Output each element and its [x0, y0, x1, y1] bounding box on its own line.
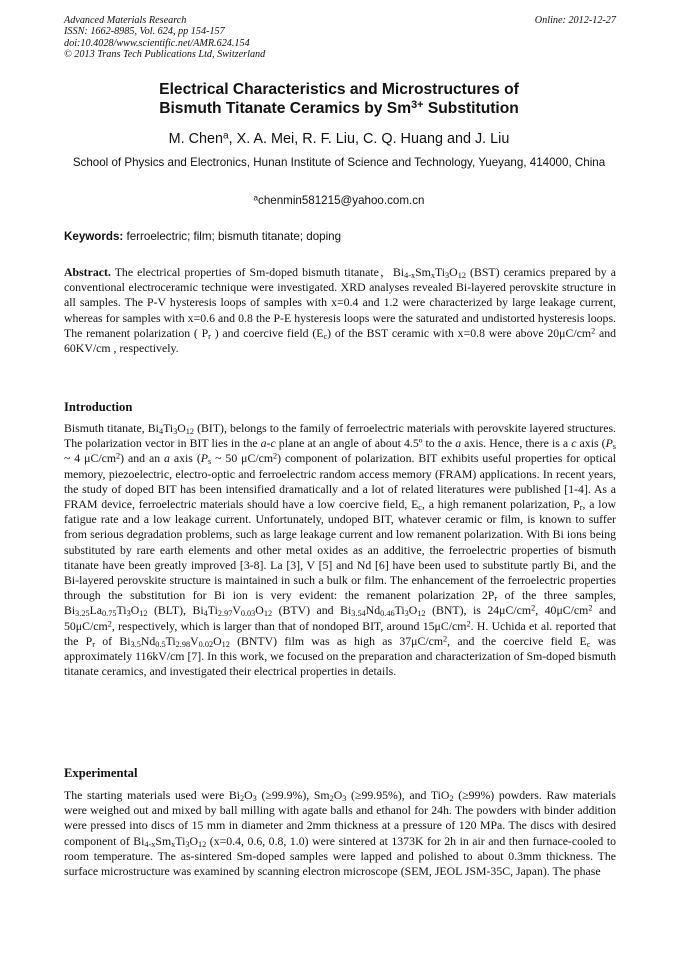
journal-header — [64, 15, 616, 61]
experimental-paragraph: The starting materials used were $Bi_2O_3$ (≥99.9%), $Sm_2O_3$ (≥99.95%), and TiO$_2$ (≥99%) powders. Raw materials were weighed out and mixed by ball milling with agate balls and ethanol for 24h. The powders with binder addition were pressed into discs of 15 mm in diameter and 2mm thickness at a pressure of 120 MPa. The discs with desired component of $Bi_{4-x}Sm_xTi_3O_{12}$ (x=0.4, 0.6, 0.8, 1.0) were sintered at 1373K for 2h in air and then furnace-cooled to room temperature. The as-sintered Sm-doped samples were lapped and polished to about 0.3mm thickness. The surface microstructure was examined by scanning electron microscope (SEM, JEOL JSM-35C, Japan). The phase — [64, 788, 617, 879]
author-rest: , X. A. Mei, R. F. Liu, C. Q. Huang and J. Liu — [228, 131, 510, 147]
author-email — [40, 193, 638, 208]
journal-doi: doi:10.4028/www.scientific.net/AMR.624.154 — [64, 37, 250, 49]
title-line-1: Electrical Characteristics and Microstructures of — [159, 81, 519, 98]
abstract-text: The electrical properties of Sm-doped bismuth titanate，$Bi_{4-x}Sm_xTi_3O_{12}$ (BST) ceramics prepared by a conventional electroceramic technique were investigated. XRD analyses revealed Bi-layered perovskite structure in all samples. The P-V hysteresis loops of samples with x=0.4 and 1.2 were characterized by large leakage current, whereas for samples with x=0.6 and 0.8 the P-E hysteresis loops were the saturated and undistorted hysteresis loops. The remanent polarization ( $P_r$ ) and coercive field $(E_c)$ of the BST ceramic with x=0.8 were above $20\mu C/cm^2$ and 60KV/cm , respectively. — [64, 265, 617, 356]
email-address[interactable]: chenmin581215@yahoo.com.cn — [258, 194, 425, 207]
section-heading-introduction: Introduction — [64, 400, 133, 414]
email-sup: a — [253, 193, 259, 203]
keywords-label: Keywords: — [64, 230, 124, 243]
author-sup: a — [223, 130, 229, 142]
title-sup: 3+ — [411, 99, 424, 112]
title-text: Substitution — [423, 100, 519, 117]
introduction-paragraph: Bismuth titanate, $Bi_4Ti_3O_{12}$ (BIT), belongs to the family of ferroelectric materials with perovskite layered structures. The polarization vector in BIT lies in the a-c plane at an angle of about 4.5º to the a axis. Hence, there is a c axis ($P_s$ ~ 4 $\mu C/cm^2$) and an a axis ($P_s$ ~ 50 $\mu C/cm^2$) component of polarization. BIT exhibits useful properties for optical memory, piezoelectric, electro-optic and ferroelectric random access memory (FRAM) applications. In recent years, the study of doped BIT has been intensified dramatically and a lot of related literatures were published [1-4]. As a FRAM device, ferroelectric materials should have a low coercive field, $E_c$, a high remanent polarization, $P_r$, a low fatigue rate and a low leakage current. Unfortunately, undoped BIT, whatever ceramic or film, is known to suffer from serious degradation problems, such as large leakage current and low remanent polarization. With Bi ions being substituted by rare earth elements and other metal oxides as an additive, the ferroelectric properties of bismuth titanate have been greatly improved [3-8]. La [3], V [5] and Nd [6] have been used to substitute partly Bi, and the Bi-layered perovskite structure is maintained in such a bulk or film. The enhancement of the ferroelectric properties through the substitution for Bi ion is very evident: the remanent polarization $2P_r$ of the three samples, $Bi_{3.25}La_{0.75}Ti_3O_{12}$ (BLT), $Bi_4Ti_{2.97}V_{0.03}O_{12}$ (BTV) and $Bi_{3.54}Nd_{0.46}Ti_3O_{12}$ (BNT), is $24\mu C/cm^2$, $40\mu C/cm^2$ and $50\mu C/cm^2$, respectively, which is larger than that of nondoped BIT, around $15\mu C/cm^2$. H. Uchida et al. reported that the $P_r$ of $Bi_{3.5}Nd_{0.5}Ti_{2.98}V_{0.02}O_{12}$ (BNTV) film was as high as $37\mu C/cm^2$, and the coercive field $E_c$ was approximately 116kV/cm [7]. In this work, we focused on the preparation and characterization of Sm-doped bismuth titanate ceramics, and investigated their electrical properties in details. — [64, 421, 617, 679]
journal-copyright: © 2013 Trans Tech Publications Ltd, Switzerland — [64, 49, 266, 61]
keywords — [64, 229, 616, 244]
section-heading-experimental: Experimental — [64, 766, 138, 780]
paper-title — [40, 80, 638, 118]
affiliation: School of Physics and Electronics, Hunan Institute of Science and Technology, Yueyang, 414000, China — [72, 156, 606, 169]
author-list — [40, 130, 638, 148]
keywords-text: ferroelectric; film; bismuth titanate; doping — [123, 230, 342, 243]
online-date: Online: 2012-12-27 — [534, 15, 616, 26]
journal-issn: ISSN: 1662-8985, Vol. 624, pp 154-157 — [64, 26, 225, 38]
abstract — [64, 265, 616, 356]
title-text: Bismuth Titanate Ceramics by Sm — [159, 100, 412, 117]
title-line-2 — [40, 99, 638, 118]
author-first: M. Chen — [168, 131, 224, 147]
abstract-label: Abstract. — [64, 265, 111, 279]
journal-name: Advanced Materials Research — [64, 15, 187, 26]
